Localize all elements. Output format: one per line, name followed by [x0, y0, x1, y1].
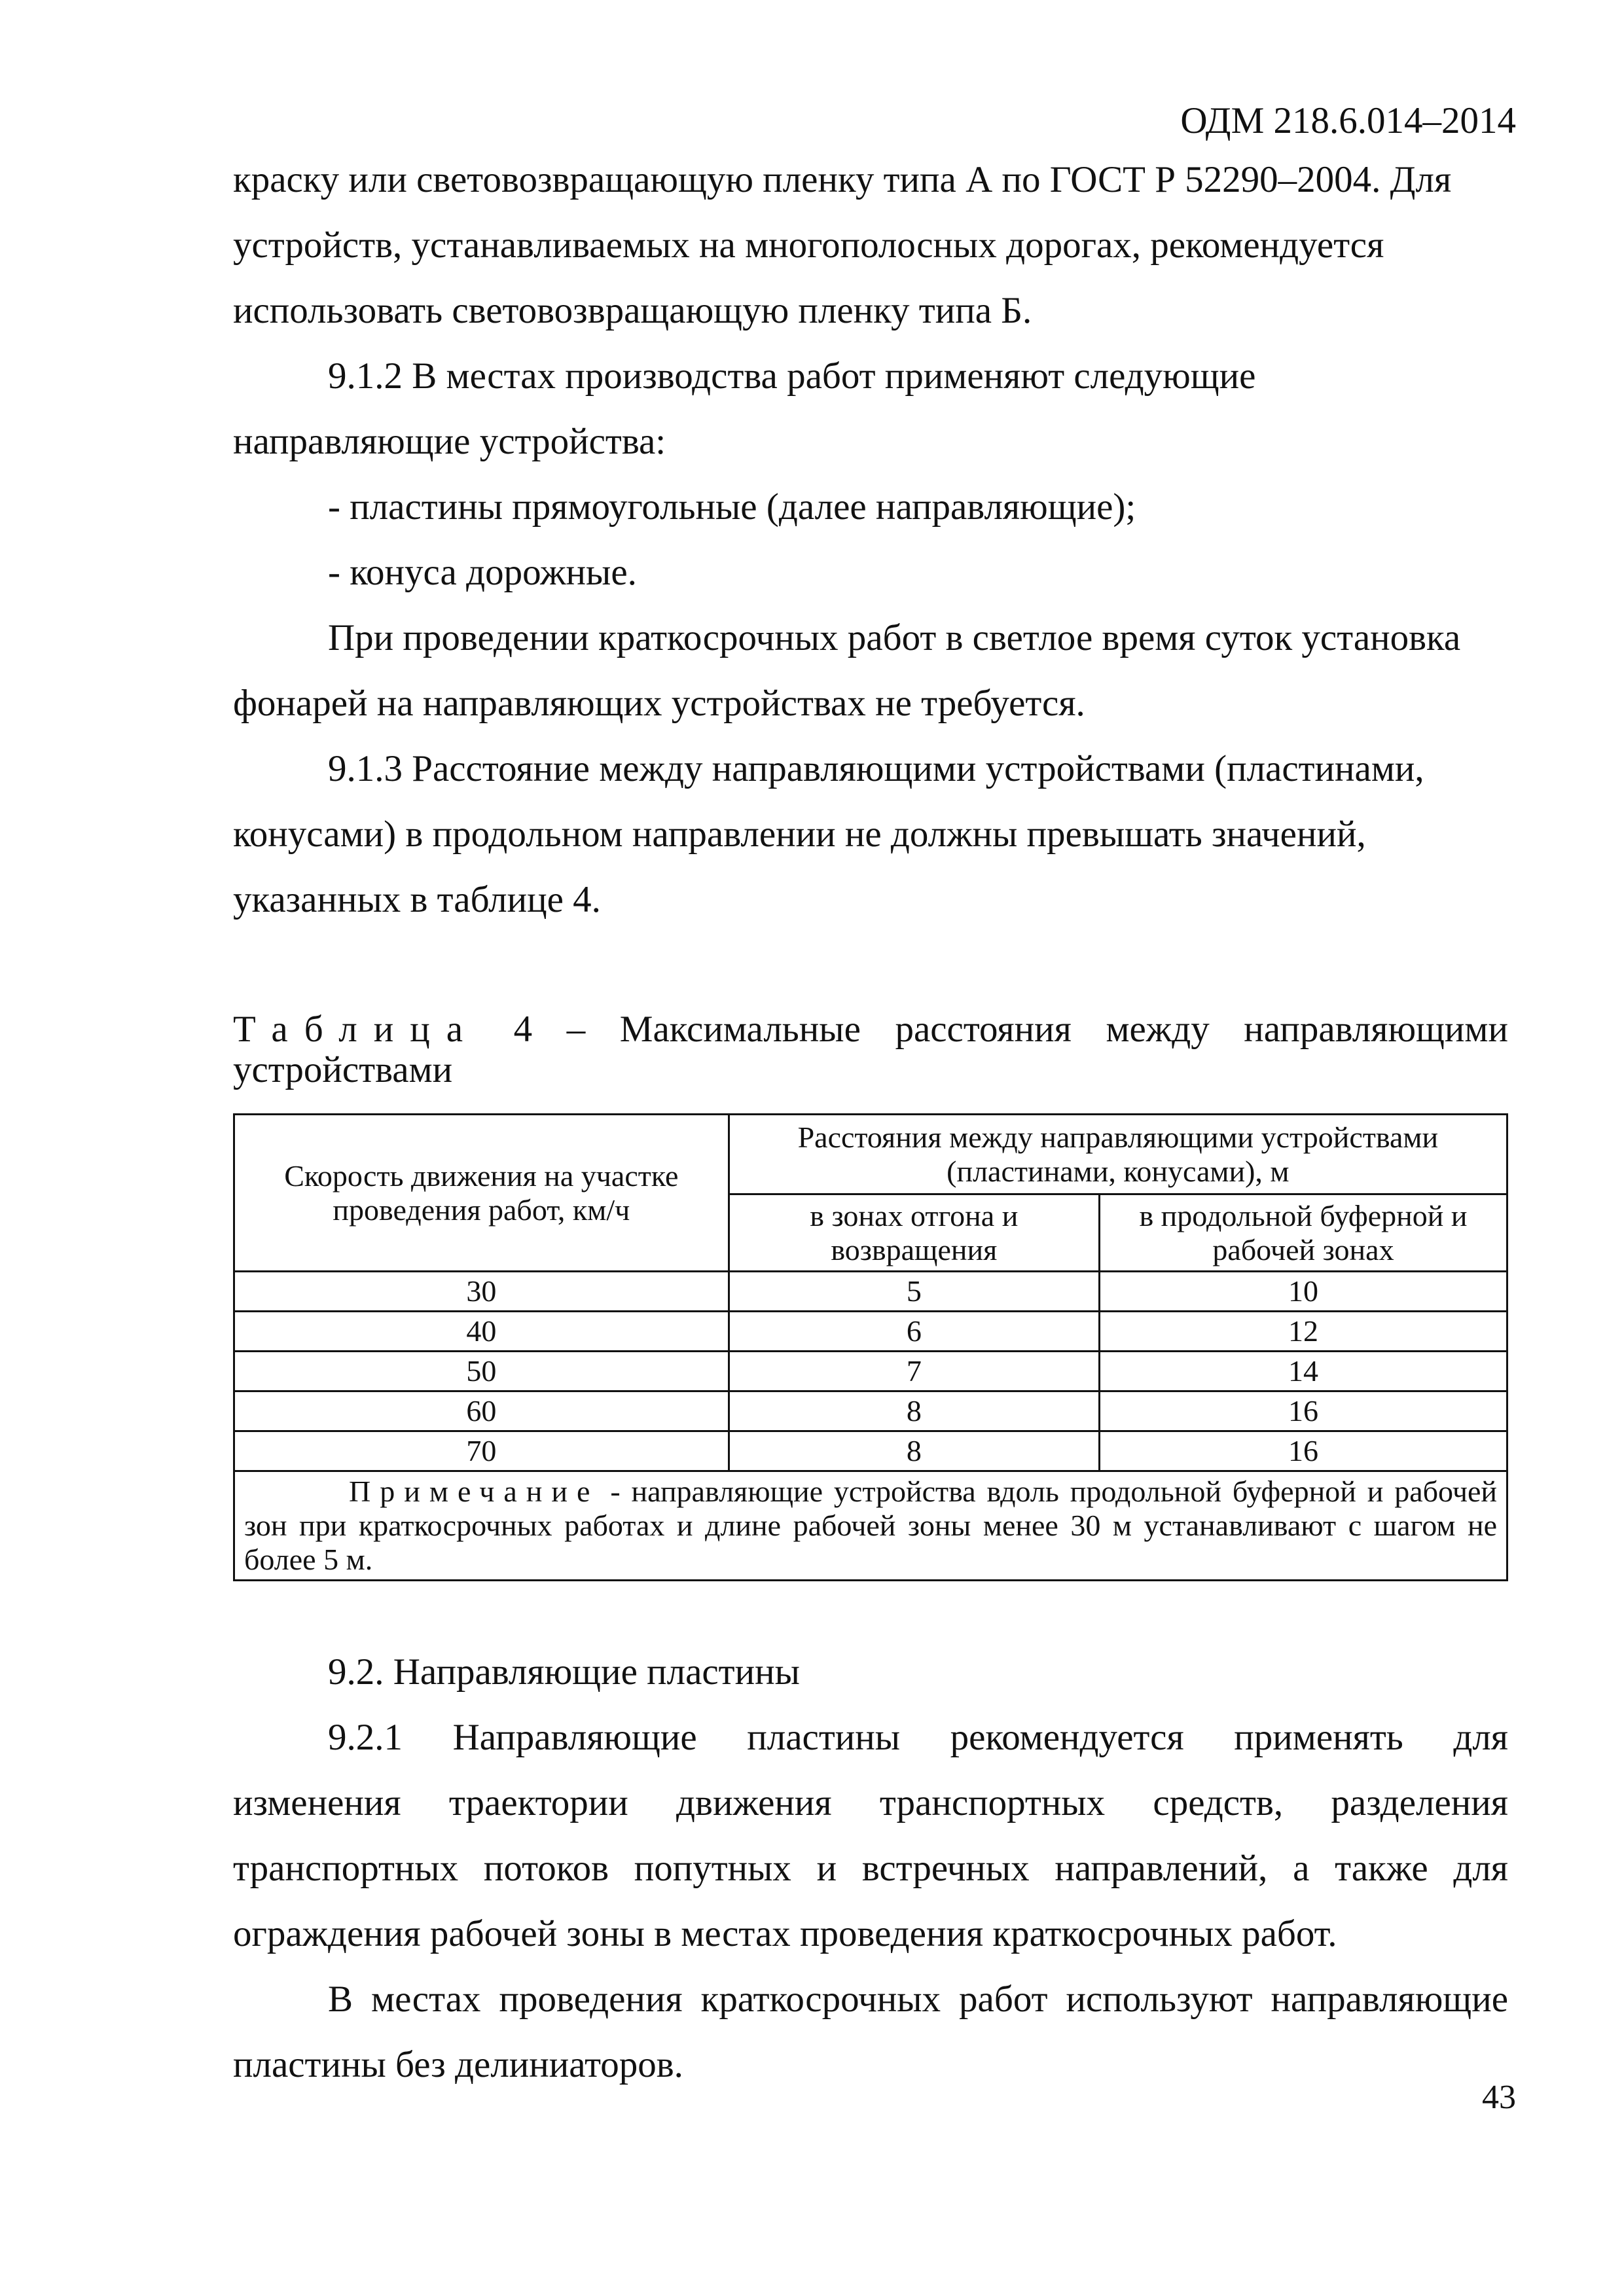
- table-row: [234, 1352, 1507, 1391]
- document-code: ОДМ 218.6.014–2014: [1180, 100, 1516, 141]
- ramp-cell: 8: [729, 1431, 1099, 1471]
- paragraph-line: указанных в таблице 4.: [233, 879, 601, 920]
- speed-cell: 70: [234, 1431, 729, 1471]
- paragraph-line: В местах проведения краткосрочных работ используют направляющие: [328, 1979, 1508, 2020]
- paragraph-line: фонарей на направляющих устройствах не требуется.: [233, 683, 1085, 724]
- speed-cell: 50: [234, 1352, 729, 1391]
- ramp-cell: 8: [729, 1391, 1099, 1431]
- paragraph-line: устройств, устанавливаемых на многополосных дорогах, рекомендуется: [233, 224, 1384, 266]
- bottom-text-block: [233, 1640, 1508, 2098]
- ramp-zone-header: в зонах отгона и возвращения: [729, 1194, 1099, 1272]
- list-item: - пластины прямоугольные (далее направляющие);: [328, 486, 1136, 528]
- table-caption-text: устройствами: [233, 1049, 453, 1090]
- speed-cell: 40: [234, 1312, 729, 1352]
- table-note: [234, 1471, 1507, 1581]
- paragraph-line: 9.2.1 Направляющие пластины рекомендуется применять для: [328, 1717, 1508, 1758]
- note-text: - направляющие устройства вдоль продольной буферной и рабочей зон при краткосрочных работах и длине рабочей зоны менее 30 м устанавливают с шагом не более 5 м.: [244, 1475, 1497, 1576]
- speed-header: Скорость движения на участке проведения работ, км/ч: [234, 1115, 729, 1272]
- top-text-block: [233, 147, 1508, 933]
- table-caption-label: Таблица: [233, 1009, 480, 1050]
- speed-cell: 30: [234, 1272, 729, 1312]
- ramp-cell: 6: [729, 1312, 1099, 1352]
- section-heading: 9.2. Направляющие пластины: [328, 1651, 800, 1693]
- page-number: 43: [1482, 2079, 1516, 2116]
- table-row: [234, 1391, 1507, 1431]
- speed-cell: 60: [234, 1391, 729, 1431]
- ramp-cell: 7: [729, 1352, 1099, 1391]
- paragraph-line: При проведении краткосрочных работ в светлое время суток установка: [328, 617, 1461, 658]
- paragraph-line: использовать световозвращающую пленку типа Б.: [233, 290, 1032, 331]
- paragraph-line: 9.1.2 В местах производства работ применяют следующие: [328, 355, 1256, 397]
- buffer-cell: 16: [1099, 1391, 1507, 1431]
- buffer-cell: 10: [1099, 1272, 1507, 1312]
- paragraph-line: изменения траектории движения транспортных средств, разделения: [233, 1782, 1508, 1823]
- buffer-cell: 16: [1099, 1431, 1507, 1471]
- paragraph-line: транспортных потоков попутных и встречных направлений, а также для: [233, 1848, 1508, 1889]
- distance-group-header: Расстояния между направляющими устройствами (пластинами, конусами), м: [729, 1115, 1507, 1194]
- buffer-zone-header: в продольной буферной и рабочей зонах: [1099, 1194, 1507, 1272]
- paragraph-line: конусами) в продольном направлении не должны превышать значений,: [233, 814, 1366, 855]
- paragraph-line: ограждения рабочей зоны в местах проведения краткосрочных работ.: [233, 1913, 1337, 1954]
- paragraph-line: направляющие устройства:: [233, 421, 666, 462]
- paragraph-line: краску или световозвращающую пленку типа А по ГОСТ Р 52290–2004. Для: [233, 159, 1452, 200]
- table-note-row: [234, 1471, 1507, 1581]
- note-label: Примечание: [349, 1475, 600, 1508]
- table-caption: [233, 1009, 1508, 1090]
- table-caption-text: 4 – Максимальные расстояния между направляющими: [513, 1009, 1509, 1050]
- paragraph-line: пластины без делиниаторов.: [233, 2044, 683, 2085]
- distance-table: [233, 1113, 1508, 1581]
- buffer-cell: 12: [1099, 1312, 1507, 1352]
- list-item: - конуса дорожные.: [328, 552, 637, 593]
- table-row: [234, 1272, 1507, 1312]
- paragraph-line: 9.1.3 Расстояние между направляющими устройствами (пластинами,: [328, 748, 1424, 789]
- table-row: [234, 1431, 1507, 1471]
- table-row: [234, 1312, 1507, 1352]
- ramp-cell: 5: [729, 1272, 1099, 1312]
- buffer-cell: 14: [1099, 1352, 1507, 1391]
- table-header-row: [234, 1115, 1507, 1194]
